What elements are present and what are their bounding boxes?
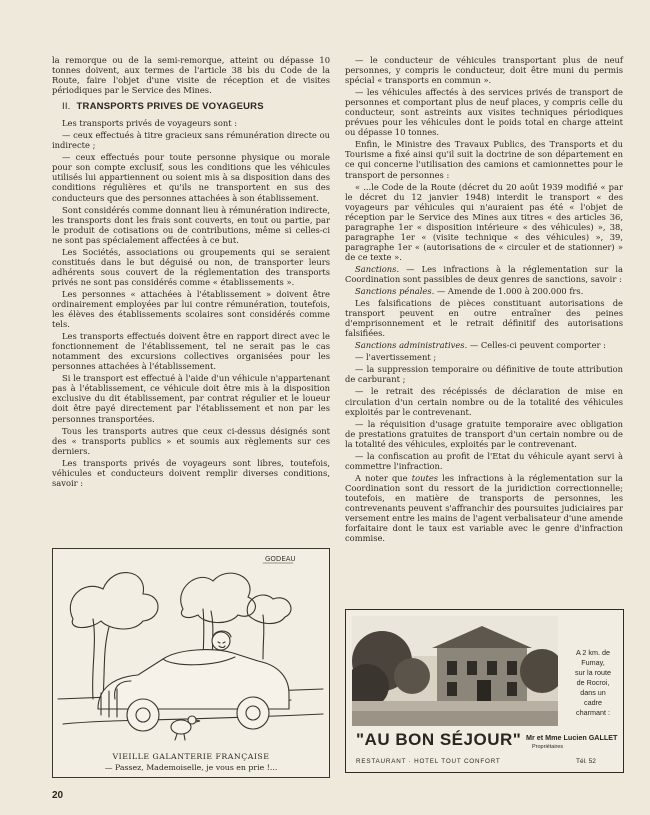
intro-paragraph: la remorque ou de la semi-remorque, atteint ou dépasse 10 tonnes doivent, aux termes de l'article 38 bis du Code de la Route, faire l'objet d'une visite de réception et de visites périodiques par le Service des Mines. xyxy=(52,55,330,96)
left-column xyxy=(52,55,330,490)
paragraph: Les transports effectués doivent être en rapport direct avec le fonctionnement de l'établissement, tel ne serait pas le cas notamment des excursions collectives organisées pour les personnes attachées à l'établissement. xyxy=(52,331,330,372)
paragraph: — ceux effectués pour toute personne physique ou morale pour son compte exclusif, sous les conditions que les véhicules utilisés lui appartiennent ou soient mis à sa disposition dans des conditions régulières et qu'ils ne transportent en sus des conducteurs que des personnes attachées à son établissement. xyxy=(52,152,330,203)
penal-text: — Amende de 1.000 à 200.000 frs. xyxy=(434,286,584,297)
admin-item: — la confiscation au profit de l'Etat du véhicule ayant servi à commettre l'infraction. xyxy=(345,450,623,471)
admin-text: — Celles-ci peuvent comporter : xyxy=(467,340,606,351)
cartoon-drawing xyxy=(53,549,329,749)
paragraph: Si le transport est effectué à l'aide d'un véhicule n'appartenant pas à l'établissement, ce véhicule doit être mis à la disposition exclusive du dit établissement, par contrat régulier et le loueur doit être payé directement par l'établissement et non par les personnes transportées. xyxy=(52,373,330,424)
paragraph: — ceux effectués à titre gracieux sans rémunération directe ou indirecte ; xyxy=(52,130,330,151)
paragraph: Tous les transports autres que ceux ci-dessus désignés sont des « transports publics » et soumis aux règlements sur ces derniers. xyxy=(52,425,330,456)
section-number: II. xyxy=(62,101,71,113)
sanctions-label: Sanctions. xyxy=(355,263,400,274)
admin-item: — la suppression temporaire ou définitive de toute attribution de carburant ; xyxy=(345,364,623,385)
sanctions-paragraph xyxy=(345,264,623,284)
hotel-telephone: Tél. 52 xyxy=(576,758,596,765)
paragraph: Les Sociétés, associations ou groupements qui se seraient constitués dans le but déguisé ou non, de transporter leurs adhérents sous couvert de la réglementation des transports privés ne sont pas considérés comme « établissements ». xyxy=(52,246,330,287)
paragraph: Les transports privés de voyageurs sont : xyxy=(62,118,238,129)
paragraph: « ...le Code de la Route (décret du 20 août 1939 modifié « par le décret du 12 janvier 1948) interdit le transport « des voyageurs par véhicules qui n'auraient pas été « l'objet de réception par le Service des Mines aux titres « des articles 36, paragraphe 1er « disposition intérieure « des véhicules) », 38, paragraphe 1er « (visite technique « des véhicules) », 39, paragraphe 1er « (autorisations de « circuler et de stationner) » de ce texte ». xyxy=(345,181,623,262)
section-heading xyxy=(62,101,330,113)
right-column xyxy=(345,55,623,545)
hotel-owner: Mr et Mme Lucien GALLET xyxy=(526,733,618,742)
admin-item: — la réquisition d'usage gratuite temporaire avec obligation de prestations gratuites de transport d'un certain nombre ou de la totalité des véhicules, exploités par le contrevenant. xyxy=(345,418,623,449)
paragraph: — le conducteur de véhicules transportant plus de neuf personnes, y compris le conducteur, doit être muni du permis spécial « transports en commun ». xyxy=(345,55,623,86)
admin-item: — le retrait des récépissés de déclaration de mise en circulation d'un certain nombre ou de la totalité des véhicules exploités par le contrevenant. xyxy=(345,386,623,417)
paragraph: Sont considérés comme donnant lieu à rémunération indirecte, les transports dont les frais sont couverts, en tout ou partie, par le produit de cotisations ou de contributions, même si celles-ci ne sont pas spécialement affectées à ce but. xyxy=(52,204,330,245)
page-number: 20 xyxy=(52,790,64,801)
penal-paragraph xyxy=(345,286,623,296)
cartoon-signature: GODEAU xyxy=(265,555,296,563)
paragraph: Les transports privés de voyageurs sont libres, toutefois, véhicules et conducteurs doivent remplir diverses conditions, savoir : xyxy=(52,457,330,488)
cartoon-caption-title: VIEILLE GALANTERIE FRANÇAISE xyxy=(112,752,270,761)
cartoon-illustration xyxy=(52,548,330,778)
hotel-advertisement xyxy=(345,609,624,773)
sanctions-text: — Les infractions à la réglementation sur la Coordination sont passibles de deux genres de sanctions, savoir : xyxy=(345,263,623,284)
hotel-owner-role: Propriétaires xyxy=(532,744,564,750)
cartoon-caption-line: — Passez, Mademoiselle, je vous en prie !... xyxy=(104,763,278,772)
hotel-name: "AU BON SÉJOUR" xyxy=(356,730,522,749)
hotel-photo xyxy=(352,616,558,726)
penal-label: Sanctions pénales. xyxy=(355,286,435,297)
hotel-services: RESTAURANT · HOTEL TOUT CONFORT xyxy=(356,758,501,765)
section-title: TRANSPORTS PRIVES DE VOYAGEURS xyxy=(76,101,264,113)
closing-emphasis: toutes xyxy=(411,472,439,483)
paragraph: Enfin, le Ministre des Travaux Publics, des Transports et du Tourisme a fixé ainsi qu'il suit la doctrine de son département en ce qui concerne l'utilisation des camions et camionnettes pour le transport de personnes : xyxy=(345,139,623,180)
admin-paragraph xyxy=(345,340,623,350)
admin-item: — l'avertissement ; xyxy=(355,352,437,363)
admin-label: Sanctions administratives. xyxy=(355,340,468,351)
paragraph: — les véhicules affectés à des services privés de transport de personnes et comportant plus de neuf places, y compris celle du conducteur, sont astreints aux visites techniques périodiques prévues pour les véhicules dont le poids total en charge atteint ou dépasse 10 tonnes. xyxy=(345,87,623,138)
paragraph: Les personnes « attachées à l'établissement » doivent être ordinairement employées par lui contre rémunération, toutefois, les élèves des établissements scolaires sont considérés comme tels. xyxy=(52,288,330,330)
closing-paragraph: A noter que toutes les infractions à la réglementation sur la Coordination sont du ressort de la juridiction correctionnelle; toutefois, en matière de transports de personnes, les contrevenants peuvent s'affranchir des poursuites judiciaires par versement entre les mains de l'agent verbalisateur d'une amende forfaitaire dont le taux est variable avec le genre d'infraction commise. xyxy=(345,472,623,544)
hotel-location-text: A 2 km. de Fumay, sur la route de Rocroi, dans un cadre charmant : xyxy=(575,648,611,717)
paragraph: Les falsifications de pièces constituant autorisations de transport peuvent en outre entraîner des peines d'emprisonnement et le retrait définitif des autorisations falsifiées. xyxy=(345,298,623,339)
